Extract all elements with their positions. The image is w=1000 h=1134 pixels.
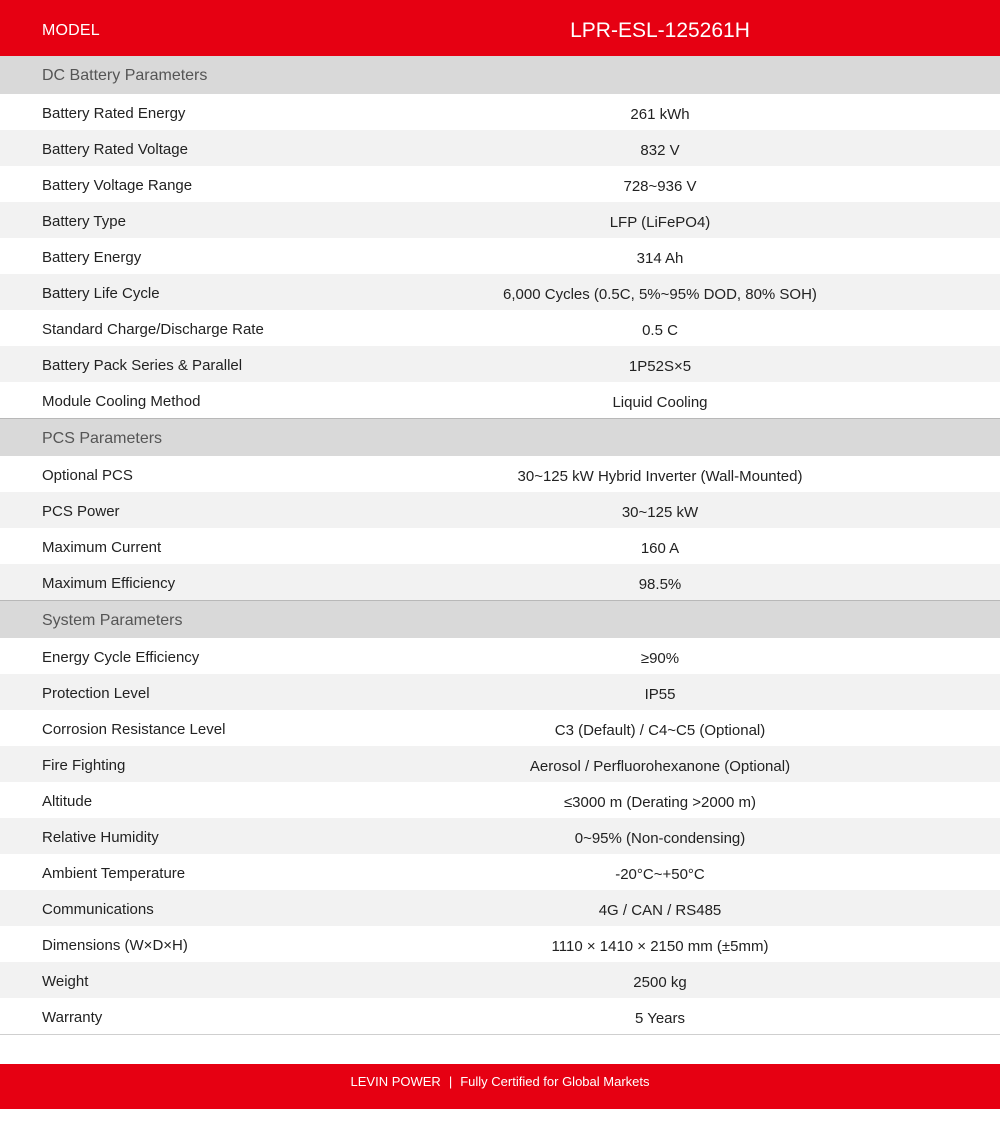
spec-table — [0, 56, 1000, 1035]
table-row — [0, 166, 1000, 202]
row-label: Fire Fighting — [42, 757, 126, 774]
row-value: 5 Years — [634, 1010, 686, 1027]
row-label: Battery Rated Voltage — [42, 141, 188, 158]
footer-separator: | — [448, 1074, 453, 1089]
table-row — [0, 130, 1000, 166]
row-label: Maximum Current — [42, 539, 162, 556]
row-label: Dimensions (W×D×H) — [42, 937, 188, 954]
footer-brand: LEVIN POWER — [350, 1074, 441, 1089]
row-label: Optional PCS — [42, 467, 133, 484]
row-value: 261 kWh — [630, 106, 690, 123]
table-row — [0, 962, 1000, 998]
row-label: Warranty — [42, 1009, 103, 1026]
row-value: 4G / CAN / RS485 — [598, 902, 722, 919]
model-value: LPR-ESL-125261H — [570, 19, 750, 42]
row-value: LFP (LiFePO4) — [609, 214, 711, 231]
section-title: DC Battery Parameters — [42, 67, 208, 84]
table-row — [0, 528, 1000, 564]
row-label: Battery Life Cycle — [42, 285, 160, 302]
row-value: 0.5 C — [642, 322, 678, 339]
table-row — [0, 638, 1000, 674]
row-value: 98.5% — [638, 576, 682, 593]
row-value: Aerosol / Perfluorohexanone (Optional) — [529, 758, 791, 775]
section-dc-battery — [0, 56, 1000, 94]
table-row — [0, 854, 1000, 890]
row-value: C3 (Default) / C4~C5 (Optional) — [554, 722, 766, 739]
row-value: 0~95% (Non-condensing) — [574, 830, 746, 847]
row-value: 728~936 V — [623, 178, 697, 195]
table-row — [0, 818, 1000, 854]
row-label: Battery Type — [42, 213, 126, 230]
row-value: 6,000 Cycles (0.5C, 5%~95% DOD, 80% SOH) — [503, 286, 817, 303]
table-row — [0, 564, 1000, 600]
spec-header — [0, 0, 1000, 56]
table-row — [0, 998, 1000, 1035]
section-system — [0, 600, 1000, 638]
row-value: -20°C~+50°C — [615, 866, 705, 883]
row-label: Ambient Temperature — [42, 865, 186, 882]
row-label: Altitude — [42, 793, 93, 810]
section-title: System Parameters — [42, 612, 183, 629]
table-row — [0, 782, 1000, 818]
row-label: Energy Cycle Efficiency — [42, 649, 200, 666]
table-row — [0, 238, 1000, 274]
row-value: 2500 kg — [633, 974, 687, 991]
table-row — [0, 202, 1000, 238]
row-label: Communications — [42, 901, 154, 918]
table-row — [0, 346, 1000, 382]
row-value: ≤3000 m (Derating >2000 m) — [563, 794, 757, 811]
row-label: Maximum Efficiency — [42, 575, 176, 592]
row-value: ≥90% — [640, 650, 680, 667]
row-label: Weight — [42, 973, 89, 990]
model-label: MODEL — [42, 22, 100, 39]
row-label: Battery Rated Energy — [42, 105, 186, 122]
section-title: PCS Parameters — [42, 430, 163, 447]
row-value: 160 A — [640, 540, 680, 557]
row-value: 314 Ah — [636, 250, 684, 267]
row-value: 832 V — [640, 142, 680, 159]
row-label: Protection Level — [42, 685, 150, 702]
row-value: 30~125 kW Hybrid Inverter (Wall-Mounted) — [517, 468, 803, 485]
row-value: 1P52S×5 — [628, 358, 692, 375]
row-label: Battery Energy — [42, 249, 142, 266]
row-label: Battery Voltage Range — [42, 177, 193, 194]
row-label: Relative Humidity — [42, 829, 159, 846]
table-row — [0, 710, 1000, 746]
footer-tagline: Fully Certified for Global Markets — [460, 1074, 650, 1089]
table-row — [0, 492, 1000, 528]
row-label: Corrosion Resistance Level — [42, 721, 226, 738]
table-row — [0, 382, 1000, 418]
table-row — [0, 456, 1000, 492]
table-row — [0, 674, 1000, 710]
table-row — [0, 274, 1000, 310]
row-value: Liquid Cooling — [612, 394, 708, 411]
row-value: 1110 × 1410 × 2150 mm (±5mm) — [551, 938, 769, 955]
row-label: PCS Power — [42, 503, 120, 520]
footer-banner — [0, 1064, 1000, 1109]
table-row — [0, 94, 1000, 130]
table-row — [0, 890, 1000, 926]
table-row — [0, 746, 1000, 782]
row-value: 30~125 kW — [621, 504, 699, 521]
row-label: Standard Charge/Discharge Rate — [42, 321, 264, 338]
table-row — [0, 310, 1000, 346]
row-label: Battery Pack Series & Parallel — [42, 357, 243, 374]
table-row — [0, 926, 1000, 962]
section-pcs — [0, 418, 1000, 456]
row-label: Module Cooling Method — [42, 393, 201, 410]
row-value: IP55 — [644, 686, 676, 703]
